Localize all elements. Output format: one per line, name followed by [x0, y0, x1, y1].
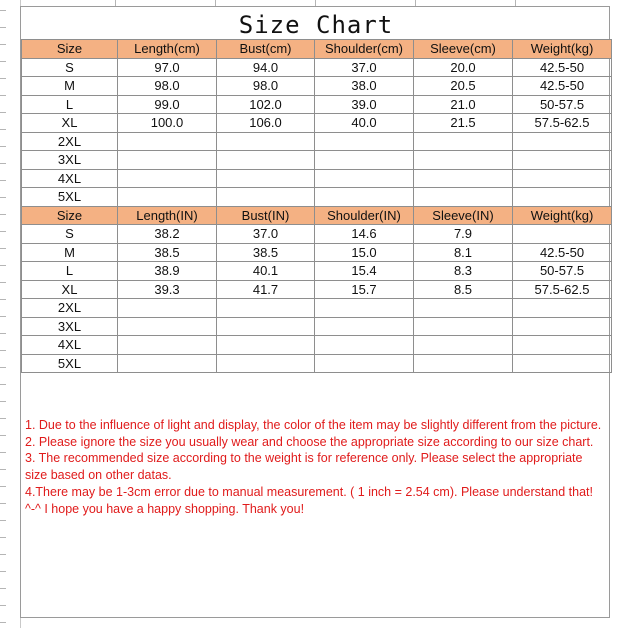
table-row [22, 354, 612, 373]
table-cell: 8.5 [414, 280, 513, 299]
table-cell [118, 132, 217, 151]
table-cell: 7.9 [414, 225, 513, 244]
table-cell [513, 336, 612, 355]
table-cell [513, 225, 612, 244]
table-cell: 39.0 [315, 95, 414, 114]
table-cell: 50-57.5 [513, 262, 612, 281]
table-cell [217, 151, 315, 170]
row-header-strip [0, 0, 21, 628]
table-row [22, 317, 612, 336]
row-tick [0, 486, 6, 487]
table-cell [217, 169, 315, 188]
row-tick [0, 350, 6, 351]
table-row [22, 58, 612, 77]
table-cell [118, 336, 217, 355]
table-cell: 15.4 [315, 262, 414, 281]
table-cell [118, 151, 217, 170]
table-row [22, 77, 612, 96]
row-tick [0, 180, 6, 181]
table-cell: 20.0 [414, 58, 513, 77]
table-cell [118, 169, 217, 188]
row-tick [0, 112, 6, 113]
size-cell: 4XL [22, 336, 118, 355]
row-tick [0, 27, 6, 28]
table-cell: 21.0 [414, 95, 513, 114]
table-cell [118, 354, 217, 373]
row-tick [0, 605, 6, 606]
row-tick [0, 248, 6, 249]
table-cell: 39.3 [118, 280, 217, 299]
table-cell [513, 317, 612, 336]
table-cell: 50-57.5 [513, 95, 612, 114]
table-cell: 14.6 [315, 225, 414, 244]
table-row [22, 132, 612, 151]
row-tick [0, 299, 6, 300]
table-row [22, 95, 612, 114]
size-cell: M [22, 77, 118, 96]
table-cell [513, 169, 612, 188]
size-cell: L [22, 262, 118, 281]
table-cell: 8.1 [414, 243, 513, 262]
table-cell [217, 336, 315, 355]
row-tick [0, 401, 6, 402]
row-tick [0, 384, 6, 385]
table-cell [217, 299, 315, 318]
table-cell: 37.0 [315, 58, 414, 77]
table-cell [315, 132, 414, 151]
size-cell: XL [22, 114, 118, 133]
note-line: ^-^ I hope you have a happy shopping. Thank you! [25, 501, 305, 516]
table-cell: 15.0 [315, 243, 414, 262]
column-header: Shoulder(IN) [315, 206, 414, 225]
row-tick [0, 265, 6, 266]
row-tick [0, 503, 6, 504]
table-row [22, 114, 612, 133]
table-cell [513, 151, 612, 170]
size-cell: M [22, 243, 118, 262]
table-cell [414, 299, 513, 318]
table-cell: 98.0 [118, 77, 217, 96]
table-row [22, 151, 612, 170]
table-cell [513, 354, 612, 373]
table-cell: 38.9 [118, 262, 217, 281]
size-table [21, 39, 612, 373]
row-tick [0, 61, 6, 62]
table-cell [315, 317, 414, 336]
table-cell: 38.2 [118, 225, 217, 244]
row-tick [0, 537, 6, 538]
table-row [22, 336, 612, 355]
row-tick [0, 333, 6, 334]
table-cell: 21.5 [414, 114, 513, 133]
table-cell: 106.0 [217, 114, 315, 133]
row-tick [0, 44, 6, 45]
size-cell: 4XL [22, 169, 118, 188]
size-cell: 5XL [22, 354, 118, 373]
table-cell [217, 188, 315, 207]
table-cell [217, 132, 315, 151]
row-tick [0, 316, 6, 317]
table-cell: 99.0 [118, 95, 217, 114]
row-tick [0, 588, 6, 589]
table-row [22, 262, 612, 281]
column-header: Sleeve(IN) [414, 206, 513, 225]
row-tick [0, 622, 6, 623]
table-row [22, 188, 612, 207]
column-header: Size [22, 40, 118, 59]
table-row [22, 169, 612, 188]
row-tick [0, 163, 6, 164]
table-cell: 98.0 [217, 77, 315, 96]
header-row [22, 206, 612, 225]
table-cell: 100.0 [118, 114, 217, 133]
table-cell [414, 151, 513, 170]
table-cell: 37.0 [217, 225, 315, 244]
row-tick [0, 78, 6, 79]
table-cell [118, 188, 217, 207]
table-cell: 41.7 [217, 280, 315, 299]
note-line: 3. The recommended size according to the weight is for reference only. Please select the appropriate size based on other datas. [25, 451, 583, 483]
row-tick [0, 435, 6, 436]
row-tick [0, 282, 6, 283]
note-line: 4.There may be 1-3cm error due to manual measurement. ( 1 inch = 2.54 cm). Please understand that! [25, 484, 593, 499]
row-tick [0, 554, 6, 555]
column-header: Bust(cm) [217, 40, 315, 59]
size-cell: 3XL [22, 317, 118, 336]
table-cell [315, 169, 414, 188]
table-cell [414, 336, 513, 355]
header-row [22, 40, 612, 59]
table-cell [118, 299, 217, 318]
row-tick [0, 418, 6, 419]
table-cell: 57.5-62.5 [513, 280, 612, 299]
size-cell: 3XL [22, 151, 118, 170]
size-cell: 5XL [22, 188, 118, 207]
table-row [22, 243, 612, 262]
table-row [22, 299, 612, 318]
table-cell [118, 317, 217, 336]
table-cell [414, 188, 513, 207]
table-cell: 38.5 [217, 243, 315, 262]
table-cell: 38.5 [118, 243, 217, 262]
row-tick [0, 469, 6, 470]
table-cell [414, 317, 513, 336]
size-chart-sheet [20, 6, 610, 618]
table-cell [315, 354, 414, 373]
table-cell [513, 132, 612, 151]
table-cell [513, 188, 612, 207]
table-cell [315, 151, 414, 170]
column-header: Weight(kg) [513, 206, 612, 225]
size-cell: 2XL [22, 299, 118, 318]
column-header: Size [22, 206, 118, 225]
table-cell [315, 336, 414, 355]
table-cell: 40.0 [315, 114, 414, 133]
row-tick [0, 146, 6, 147]
column-header: Length(cm) [118, 40, 217, 59]
table-cell [315, 188, 414, 207]
table-cell: 97.0 [118, 58, 217, 77]
table-cell: 42.5-50 [513, 77, 612, 96]
table-cell: 94.0 [217, 58, 315, 77]
table-cell: 40.1 [217, 262, 315, 281]
table-cell: 8.3 [414, 262, 513, 281]
table-cell [315, 299, 414, 318]
size-cell: L [22, 95, 118, 114]
size-cell: XL [22, 280, 118, 299]
table-cell: 102.0 [217, 95, 315, 114]
row-tick [0, 452, 6, 453]
column-header: Sleeve(cm) [414, 40, 513, 59]
table-cell [513, 299, 612, 318]
size-cell: S [22, 58, 118, 77]
row-tick [0, 95, 6, 96]
table-cell: 38.0 [315, 77, 414, 96]
size-cell: S [22, 225, 118, 244]
row-tick [0, 197, 6, 198]
notes-section [21, 417, 611, 517]
note-line: 2. Please ignore the size you usually wear and choose the appropriate size according to our size chart. [25, 434, 594, 449]
table-cell: 42.5-50 [513, 58, 612, 77]
table-cell [217, 317, 315, 336]
row-tick [0, 367, 6, 368]
table-cell [217, 354, 315, 373]
table-cell [414, 132, 513, 151]
row-tick [0, 520, 6, 521]
row-tick [0, 571, 6, 572]
size-cell: 2XL [22, 132, 118, 151]
table-cell [414, 169, 513, 188]
note-line: 1. Due to the influence of light and display, the color of the item may be slightly different from the picture. [25, 418, 602, 432]
column-header: Shoulder(cm) [315, 40, 414, 59]
table-cell [414, 354, 513, 373]
column-header: Length(IN) [118, 206, 217, 225]
column-header: Bust(IN) [217, 206, 315, 225]
page-title: Size Chart [238, 11, 394, 39]
table-cell: 57.5-62.5 [513, 114, 612, 133]
column-header: Weight(kg) [513, 40, 612, 59]
row-tick [0, 129, 6, 130]
table-cell: 15.7 [315, 280, 414, 299]
table-row [22, 225, 612, 244]
row-tick [0, 231, 6, 232]
table-cell: 20.5 [414, 77, 513, 96]
row-tick [0, 214, 6, 215]
table-row [22, 280, 612, 299]
table-cell: 42.5-50 [513, 243, 612, 262]
row-tick [0, 10, 6, 11]
